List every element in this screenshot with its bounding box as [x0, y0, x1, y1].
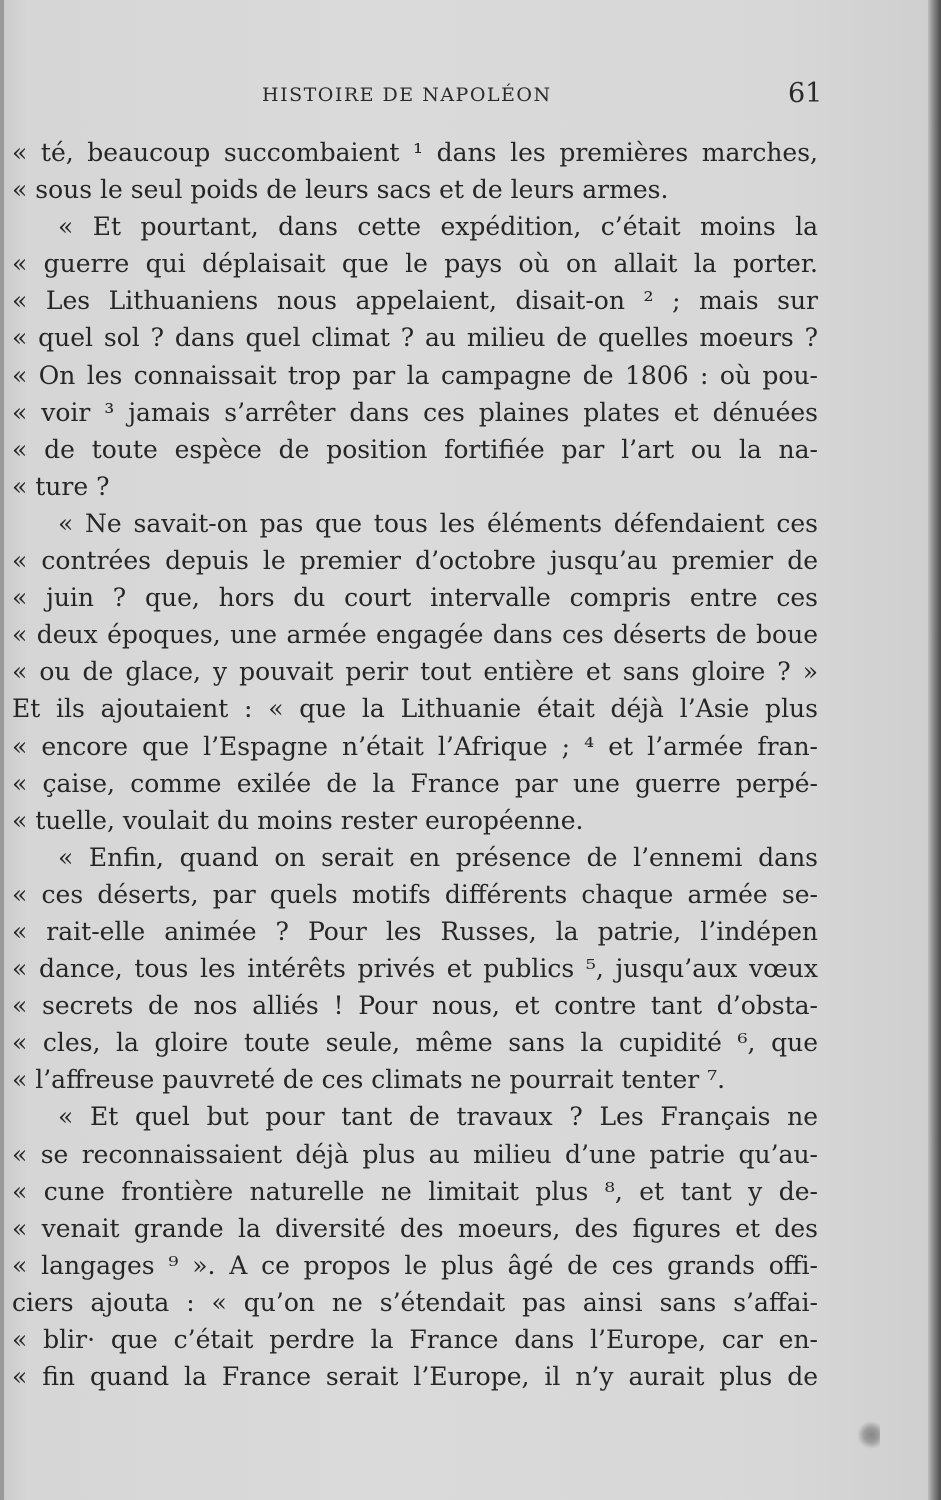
text-line: « çaise, comme exilée de la France par une guerre perpé- [12, 768, 818, 798]
text-line: « dance, tous les intérêts privés et publics ⁵, jusqu’aux vœux [12, 954, 818, 984]
paper-speck [858, 1420, 880, 1450]
text-line: « l’affreuse pauvreté de ces climats ne pourrait tenter ⁷. [12, 1065, 726, 1095]
text-line: Et ils ajoutaient : « que la Lithuanie était déjà l’Asie plus [12, 694, 818, 724]
text-line: « encore que l’Espagne n’était l’Afrique ; ⁴ et l’armée fran- [12, 731, 818, 761]
text-line: « secrets de nos alliés ! Pour nous, et contre tant d’obsta- [12, 991, 818, 1021]
text-line: « Et pourtant, dans cette expédition, c’était moins la [58, 212, 818, 242]
text-line: « de toute espèce de position fortifiée par l’art ou la na- [12, 434, 818, 464]
page-header [0, 78, 941, 114]
text-line: « ture ? [12, 471, 110, 501]
text-line: « Ne savait-on pas que tous les éléments défendaient ces [58, 508, 818, 538]
text-line: « Et quel but pour tant de travaux ? Les Français ne [58, 1102, 818, 1132]
text-line: « fin quand la France serait l’Europe, il n’y aurait plus de [12, 1362, 818, 1392]
text-line: « langages ⁹ ». A ce propos le plus âgé de ces grands offi- [12, 1250, 818, 1280]
text-line: « rait-elle animée ? Pour les Russes, la patrie, l’indépen [12, 916, 818, 946]
text-line: « té, beaucoup succombaient ¹ dans les premières marches, [12, 138, 818, 167]
body-text [12, 134, 818, 1395]
text-line: « On les connaissait trop par la campagne de 1806 : où pou- [12, 360, 818, 390]
text-line: « voir ³ jamais s’arrêter dans ces plaines plates et dénuées [12, 397, 818, 427]
text-line: « Enfin, quand on serait en présence de l’ennemi dans [58, 842, 818, 872]
text-line: « sous le seul poids de leurs sacs et de leurs armes. [12, 175, 669, 205]
text-line: « venait grande la diversité des moeurs, des figures et des [12, 1213, 818, 1243]
text-line: « tuelle, voulait du moins rester européenne. [12, 805, 584, 835]
page-right-edge [928, 0, 941, 1500]
text-line: « Les Lithuaniens nous appelaient, disait-on ² ; mais sur [12, 286, 818, 316]
text-line: ciers ajouta : « qu’on ne s’étendait pas ainsi sans s’affai- [12, 1287, 818, 1317]
text-line: « blir· que c’était perdre la France dans l’Europe, car en- [12, 1325, 818, 1354]
page-number: 61 [788, 78, 823, 109]
running-title: HISTOIRE DE NAPOLÉON [262, 84, 552, 106]
text-line: « cles, la gloire toute seule, même sans la cupidité ⁶, que [12, 1028, 818, 1058]
text-line: « guerre qui déplaisait que le pays où on allait la porter. [12, 249, 818, 279]
text-line: « quel sol ? dans quel climat ? au milieu de quelles moeurs ? [12, 323, 818, 353]
text-line: « juin ? que, hors du court intervalle compris entre ces [12, 583, 818, 613]
text-line: « ces déserts, par quels motifs différents chaque armée se- [12, 879, 818, 909]
text-line: « ou de glace, y pouvait perir tout entière et sans gloire ? » [12, 657, 818, 687]
text-line: « se reconnaissaient déjà plus au milieu d’une patrie qu’au- [12, 1139, 818, 1169]
text-line: « deux époques, une armée engagée dans ces déserts de boue [12, 620, 818, 650]
text-line: « contrées depuis le premier d’octobre jusqu’au premier de [12, 546, 818, 576]
page-left-edge [0, 0, 4, 1500]
text-line: « cune frontière naturelle ne limitait plus ⁸, et tant y de- [12, 1176, 818, 1206]
